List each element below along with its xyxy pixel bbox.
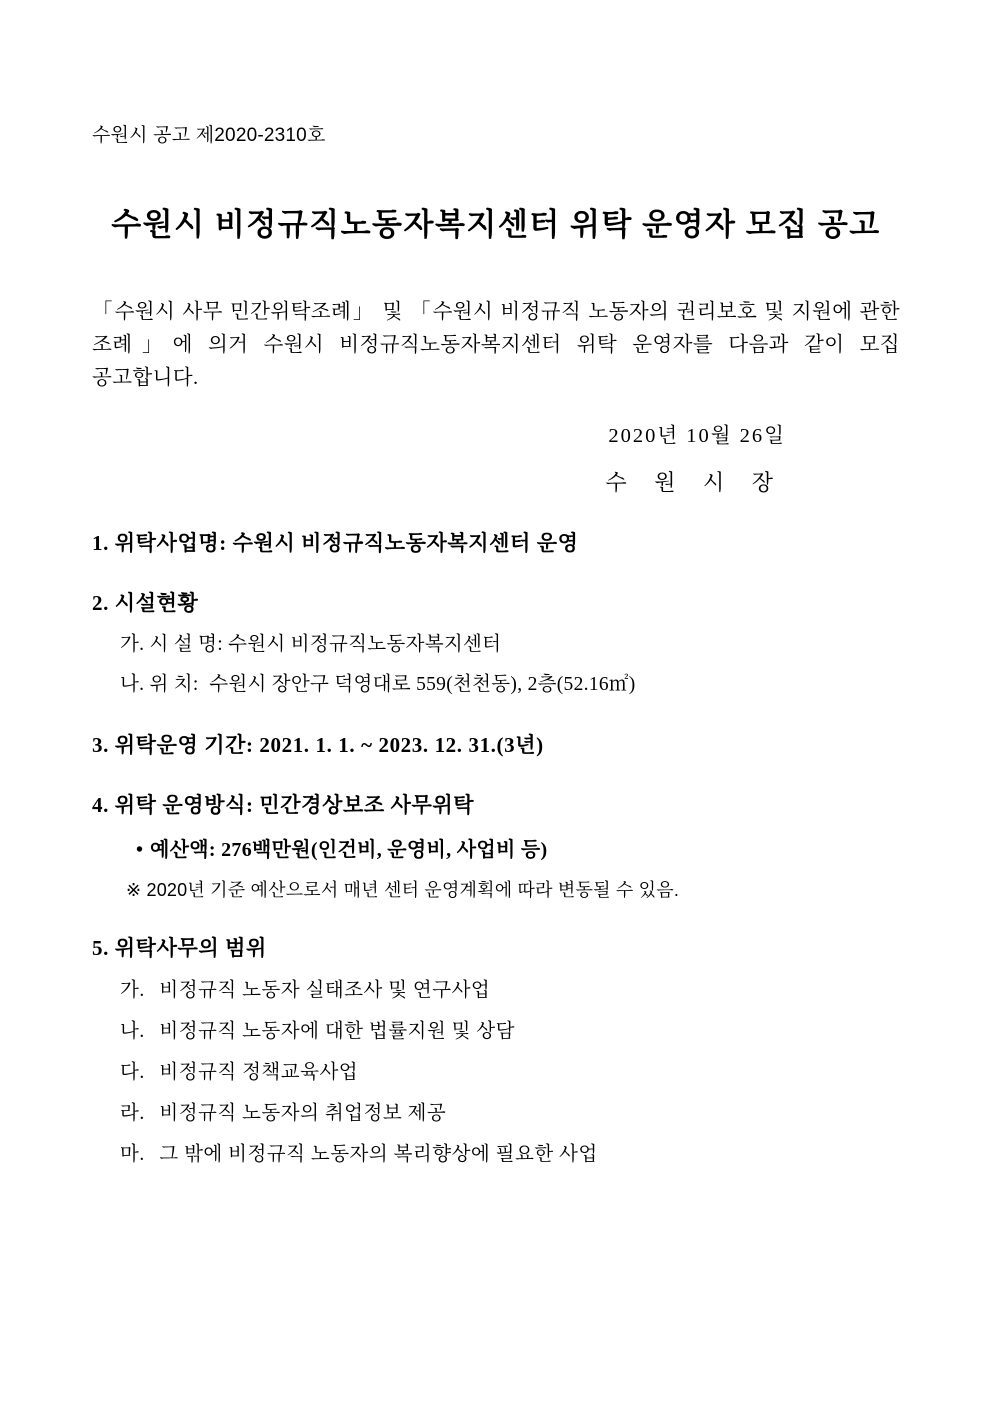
scope-item-text: 그 밖에 비정규직 노동자의 복리향상에 필요한 사업 <box>159 1144 598 1166</box>
scope-item-label: 라. <box>120 1103 145 1125</box>
section-heading: 3. 위탁운영 기간: 2021. 1. 1. ~ 2023. 12. 31.(3년) <box>92 733 544 758</box>
facility-location-label: 나. 위 치: <box>120 673 199 695</box>
budget-note: ※ 2020년 기준 예산으로서 매년 센터 운영계획에 따라 변동될 수 있음. <box>126 880 680 901</box>
section-facility-status <box>88 587 904 700</box>
list-item <box>120 1138 904 1166</box>
intro-paragraph: 「수원시 사무 민간위탁조례」 및 「수원시 비정규직 노동자의 권리보호 및 지원에 관한 조례」에 의거 수원시 비정규직노동자복지센터 위탁 운영자를 다음과 같이 모집 공고합니다. <box>92 301 900 390</box>
section-business-name <box>88 527 904 557</box>
list-item <box>120 1056 904 1084</box>
facility-location-value: 수원시 장안구 덕영대로 559(천천동), 2층(52.16㎡) <box>209 673 636 695</box>
section-heading: 5. 위탁사무의 범위 <box>92 936 267 961</box>
scope-item-text: 비정규직 노동자 실태조사 및 연구사업 <box>159 980 491 1002</box>
facility-list <box>88 631 904 700</box>
budget-line <box>136 833 904 862</box>
document-number: 수원시 공고 제2020-2310호 <box>92 125 326 146</box>
budget-text: 예산액: 276백만원(인건비, 운영비, 사업비 등) <box>150 839 548 862</box>
scope-item-label: 나. <box>120 1021 145 1043</box>
bullet-icon: • <box>136 839 144 862</box>
section-operation-method <box>88 789 904 902</box>
list-item <box>120 671 904 699</box>
issue-date: 2020년 10월 26일 <box>608 424 786 447</box>
section-heading: 2. 시설현황 <box>92 590 199 615</box>
section-contract-period <box>88 729 904 759</box>
scope-list <box>88 974 904 1166</box>
facility-name-label: 가. 시 설 명: <box>120 633 223 655</box>
section-scope-of-work <box>88 932 904 1166</box>
scope-item-text: 비정규직 노동자의 취업정보 제공 <box>159 1103 447 1125</box>
list-item <box>120 1097 904 1125</box>
facility-name-value: 수원시 비정규직노동자복지센터 <box>228 633 502 655</box>
scope-item-label: 가. <box>120 980 145 1002</box>
scope-item-text: 비정규직 정책교육사업 <box>159 1062 359 1084</box>
section-heading: 1. 위탁사업명: 수원시 비정규직노동자복지센터 운영 <box>92 530 579 555</box>
scope-item-text: 비정규직 노동자에 대한 법률지원 및 상담 <box>159 1021 515 1043</box>
section-heading: 4. 위탁 운영방식: 민간경상보조 사무위탁 <box>92 793 475 818</box>
list-item <box>120 631 904 659</box>
page-title: 수원시 비정규직노동자복지센터 위탁 운영자 모집 공고 <box>111 207 881 242</box>
list-item <box>120 974 904 1002</box>
list-item <box>120 1015 904 1043</box>
scope-item-label: 마. <box>120 1144 145 1166</box>
signer-name: 수 원 시 장 <box>605 469 784 495</box>
scope-item-label: 다. <box>120 1062 145 1084</box>
